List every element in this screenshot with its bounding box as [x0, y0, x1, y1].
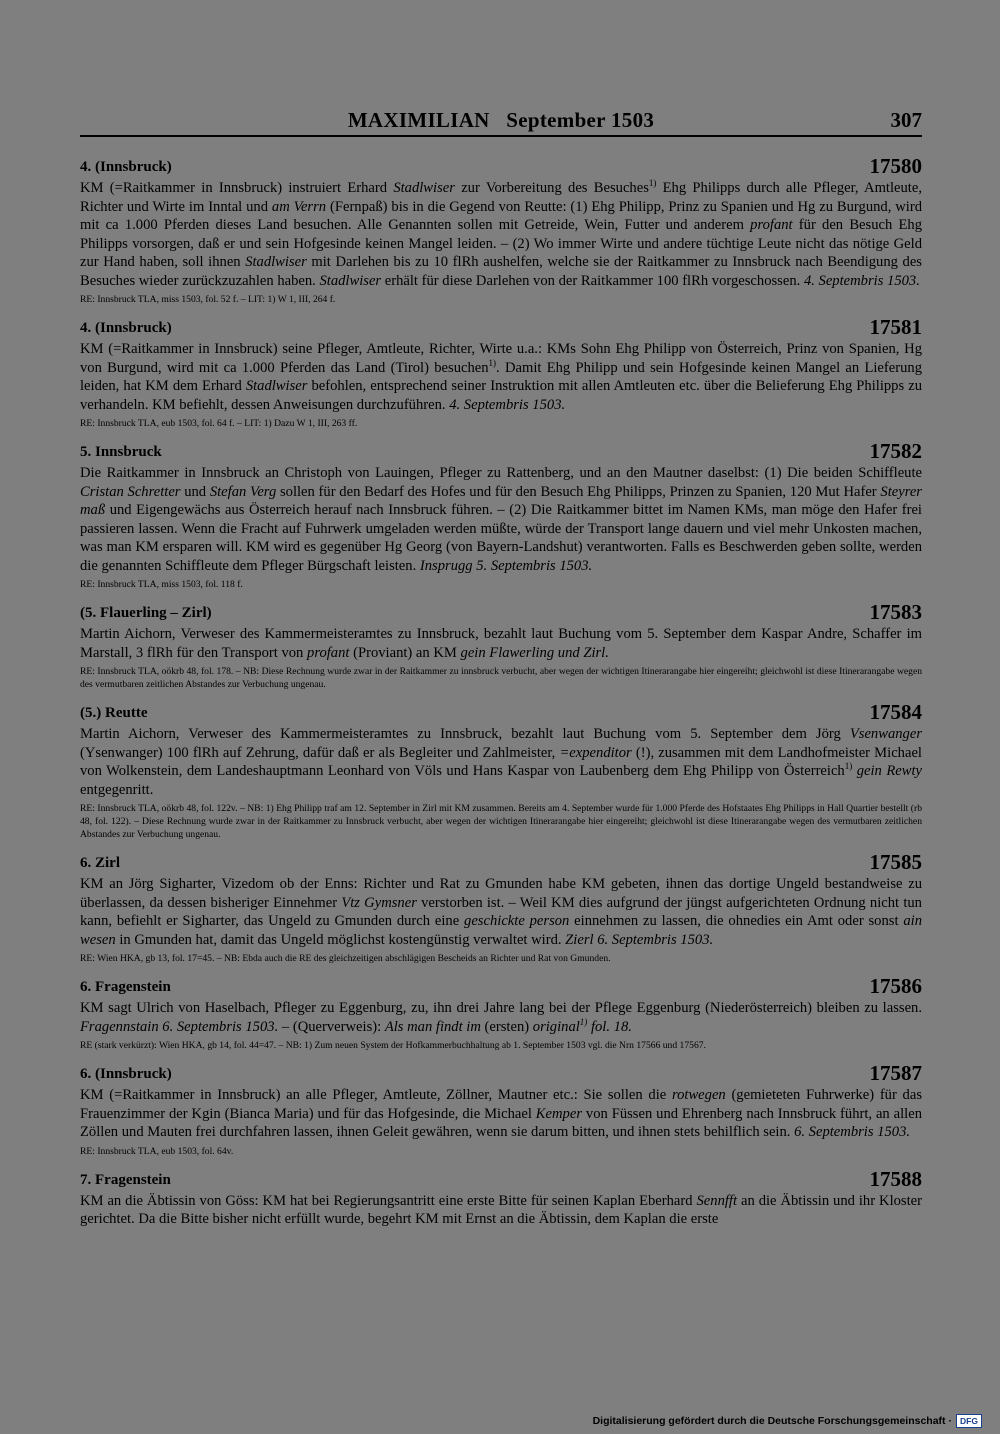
entry-number: 17586	[869, 974, 922, 998]
page-number: 307	[890, 108, 922, 132]
entry-heading	[80, 316, 922, 340]
entry-heading	[80, 440, 922, 464]
entry-heading	[80, 155, 922, 179]
regesta-list	[80, 155, 922, 1239]
entry-heading	[80, 1168, 922, 1192]
entry-source-note: RE: Innsbruck TLA, oökrb 48, fol. 178. – NB: Diese Rechnung wurde zwar in der Raitkammer zu innsbruck verbucht, aber wegen der wichtigen Itinerarangabe hier eingereiht; gleichwohl ist diese Itinerarangabe wegen des vermutbaren zeitlichen Abstandes zur Verbuchung ungenau.	[80, 666, 922, 690]
running-header	[80, 108, 922, 138]
entry-place-date: (5.) Reutte	[80, 705, 148, 721]
regest-entry	[80, 1168, 922, 1229]
entry-place-date: 6. Fragenstein	[80, 979, 171, 995]
entry-number: 17583	[869, 600, 922, 624]
regest-entry	[80, 975, 922, 1052]
entry-place-date: 5. Innsbruck	[80, 444, 162, 460]
entry-source-note: RE: Innsbruck TLA, miss 1503, fol. 52 f. – LIT: 1) W 1, III, 264 f.	[80, 294, 336, 305]
entry-number: 17582	[869, 439, 922, 463]
page-footer: Digitalisierung gefördert durch die Deutsche Forschungsgemeinschaft · DFG	[593, 1414, 982, 1428]
entry-number: 17581	[869, 315, 922, 339]
regest-entry	[80, 440, 922, 591]
entry-number: 17584	[869, 700, 922, 724]
entry-source-note: RE: Innsbruck TLA, oökrb 48, fol. 122v. – NB: 1) Ehg Philipp traf am 12. September in Zirl mit KM zusammen. Bereits am 4. September wurde für 1.000 Pferde des Hofstaates Ehg Philipps in Hall Quartier bestellt (rb 48, fol. 122). – Diese Rechnung wurde zwar in der Raitkammer zu Innsbruck verbucht, aber wegen der wichtigen Itinerarangabe hier eingereiht; gleichwohl ist diese Itinerarangabe wegen des vermutbaren zeitlichen Abstandes zur Verbuchung ungenau.	[80, 803, 922, 840]
regest-entry	[80, 851, 922, 965]
regest-entry	[80, 1062, 922, 1158]
header-title: MAXIMILIAN September 1503	[347, 108, 655, 132]
entry-body: KM (=Raitkammer in Innsbruck) an alle Pfleger, Amtleute, Zöllner, Mautner etc.: Sie sollen die rotwegen (gemieteten Fuhrwerke) für das Frauenzimmer der Kgin (Bianca Maria) und für das Hofgesinde, die Michael Kemper von Füssen und Ehrenberg nach Innsbruck führt, an allen Zöllen und Mauten frei durchfahren lassen, ihnen Geleit gewähren, wenn sie darum bitten, und ihnen stets behilflich sein. 6. Septembris 1503.	[80, 1087, 923, 1140]
entry-place-date: 4. (Innsbruck)	[80, 159, 172, 175]
entry-place-date: 6. Zirl	[80, 855, 120, 871]
entry-place-date: 7. Fragenstein	[80, 1171, 171, 1188]
regest-entry	[80, 601, 922, 691]
entry-source-note: RE: Innsbruck TLA, miss 1503, fol. 118 f.	[80, 579, 243, 590]
dfg-logo-icon: DFG	[956, 1414, 982, 1428]
entry-source-note: RE (stark verkürzt): Wien HKA, gb 14, fol. 44=47. – NB: 1) Zum neuen System der Hofkammerbuchhaltung ab 1. September 1503 vgl. die Nrn 17566 und 17567.	[80, 1040, 706, 1051]
entry-place-date: 6. (Innsbruck)	[80, 1066, 172, 1082]
regest-entry	[80, 701, 922, 841]
entry-heading	[80, 851, 922, 875]
entry-heading	[80, 975, 922, 999]
entry-heading	[80, 601, 922, 625]
entry-number: 17587	[869, 1061, 922, 1085]
entry-source-note: RE: Innsbruck TLA, eub 1503, fol. 64 f. – LIT: 1) Dazu W 1, III, 263 ff.	[80, 418, 358, 429]
entry-heading	[80, 701, 922, 725]
entry-body: Martin Aichorn, Verweser des Kammermeisteramtes zu Innsbruck, bezahlt laut Buchung vom 5. September dem Jörg Vsenwanger (Ysenwanger) 100 flRh auf Zehrung, dafür daß er als Begleiter und Zahlmeister, =expenditor (!), zusammen mit dem Landhofmeister Michael von Wolkenstein, dem Landeshauptmann Leonhard von Völs und Hans Kaspar von Laubenberg dem Ehg Philipp von Österreich$^{1)}$ gein Rewty entgegenritt.	[80, 726, 922, 798]
entry-body: KM (=Raitkammer in Innsbruck) seine Pfleger, Amtleute, Richter, Wirte u.a.: KMs Sohn Ehg Philipp von Österreich, Prinz von Spanien, Hg von Burgund, wird mit ca 1.000 Pferden das Land (Tirol) besuchen$^{1)}$. Damit Ehg Philipp und sein Hofgesinde keinen Mangel an Lieferung leiden, hat KM dem Erhard Stadlwiser befohlen, entsprechend seiner Instruktion mit allen Amtleuten etc. über die Belieferung Ehg Philipps zu verhandeln. KM befiehlt, dessen Anweisungen durchzuführen. 4. Septembris 1503.	[80, 341, 922, 413]
footer-credit: Digitalisierung gefördert durch die Deutsche Forschungsgemeinschaft	[592, 1415, 946, 1427]
entry-body: Die Raitkammer in Innsbruck an Christoph von Lauingen, Pfleger zu Rattenberg, und an den Mautner daselbst: (1) Die beiden Schiffleute Cristan Schretter und Stefan Verg sollen für den Bedarf des Hofes und für den Besuch Ehg Philipps, Prinzen zu Spanien, 120 Mut Hafer Steyrer maß und Eigengewächs aus Österreich herauf nach Innsbruck führen. – (2) Die Raitkammer bittet im Namen KMs, man möge den Hafer frei passieren lassen. Wenn die Fracht auf Fuhrwerk umgeladen werden müßte, würde der Transport lange dauern und viel mehr Unkosten machen, was man KM ersparen will. KM wird es gegenüber Hg Georg (von Bayern-Landshut) verantworten. Falls es Beschwerden geben sollte, werden die genannten Schiffleute dem Pfleger Bürgschaft leisten. Insprugg 5. Septembris 1503.	[80, 465, 922, 574]
entry-place-date: (5. Flauerling – Zirl)	[80, 605, 212, 621]
entry-body: KM an die Äbtissin von Göss: KM hat bei Regierungsantritt eine erste Bitte für seinen Kaplan Eberhard Sennfft an die Äbtissin und ihr Kloster gerichtet. Da die Bitte bisher nicht erfüllt wurde, begehrt KM mit Ernst an die Äbtissin, dem Kaplan die erste	[80, 1192, 922, 1227]
entry-body: Martin Aichorn, Verweser des Kammermeisteramtes zu Innsbruck, bezahlt laut Buchung vom 5. September dem Kaspar Andre, Schaffer im Marstall, 3 flRh für den Transport von profant (Proviant) an KM gein Flawerling und Zirl.	[80, 626, 922, 661]
entry-number: 17585	[869, 850, 922, 874]
entry-heading	[80, 1062, 922, 1086]
entry-body: KM sagt Ulrich von Haselbach, Pfleger zu Eggenburg, zu, ihn drei Jahre lang bei der Pflege Eggenburg (Niederösterreich) bleiben zu lassen. Fragennstain 6. Septembris 1503. – (Querverweis): Als man findt im (ersten) original$^{1)}$ fol. 18.	[80, 1000, 922, 1035]
entry-source-note: RE: Innsbruck TLA, eub 1503, fol. 64v.	[80, 1145, 234, 1157]
entry-body: KM an Jörg Sigharter, Vizedom ob der Enns: Richter und Rat zu Gmunden habe KM gebeten, ihnen das dortige Ungeld bestandweise zu überlassen, da dessen bisheriger Einnehmer Vtz Gymsner verstorben ist. – Weil KM dies aufgrund der jüngst aufgerichteten Ordnung nicht tun kann, befiehlt er Sigharter, das Ungeld zu Gmunden durch eine geschickte person einnehmen zu lassen, die ohnedies ein Amt oder sonst ain wesen in Gmunden hat, damit das Ungeld möglichst kostengünstig verwaltet wird. Zierl 6. Septembris 1503.	[80, 876, 922, 948]
entry-number: 17580	[869, 154, 922, 178]
header-rule	[80, 135, 922, 137]
regest-entry	[80, 155, 922, 306]
regest-entry	[80, 316, 922, 430]
entry-body: KM (=Raitkammer in Innsbruck) instruiert Erhard Stadlwiser zur Vorbereitung des Besuches$^{1)}$ Ehg Philipps durch alle Pfleger, Amtleute, Richter und Wirte im Inntal und am Verrn (Fernpaß) bis in die Gegend von Reutte: (1) Ehg Philipp, Prinz zu Spanien und Hg zu Burgund, wird mit ca 1.000 Pferden dieses Land besuchen. Alle Genannten sollen mit Getreide, Wein, Futter und anderem profant für den Besuch Ehg Philipps vorsorgen, daß er und sein Hofgesinde keinen Mangel leiden. – (2) Wo immer Wirte und andere tüchtige Leute nicht das nötige Geld zur Hand haben, soll ihnen Stadlwiser mit Darlehen bis zu 10 flRh aushelfen, welche sie der Raitkammer zu Innsbruck nach Beendigung des Besuches wieder zurückzuzahlen haben. Stadlwiser erhält für diese Darlehen von der Raitkammer 100 flRh vorgeschossen. 4. Septembris 1503.	[80, 178, 922, 289]
entry-place-date: 4. (Innsbruck)	[80, 320, 172, 336]
entry-source-note: RE: Wien HKA, gb 13, fol. 17=45. – NB: Ebda auch die RE des gleichzeitigen abschlägigen Bescheids an Richter und Rat von Gmunden.	[80, 953, 611, 964]
entry-number: 17588	[869, 1166, 922, 1191]
